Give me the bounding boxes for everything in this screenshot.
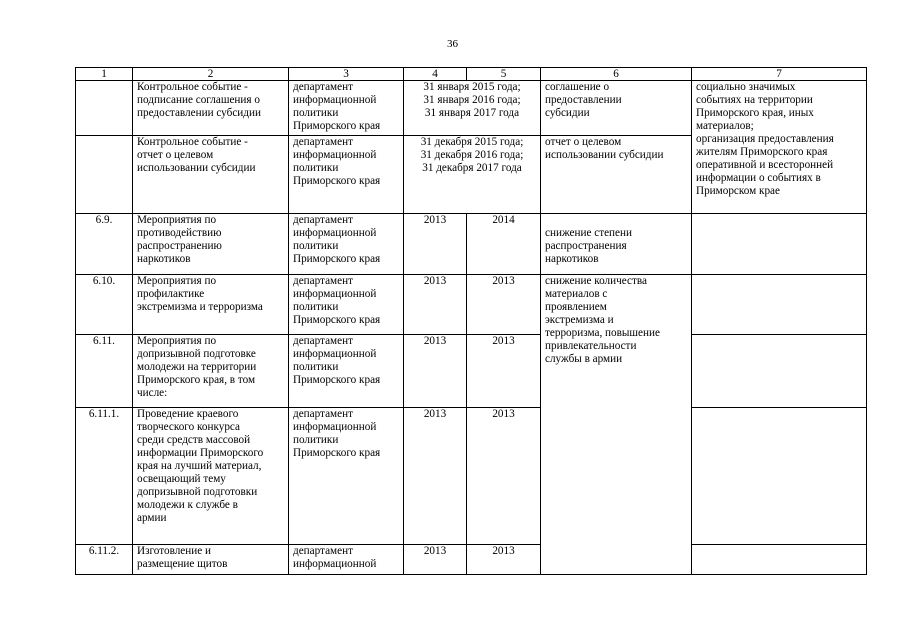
department-cell [289,408,404,545]
date-line: 31 декабря 2015 года; [420,136,524,148]
event-line: Мероприятия по [137,214,217,226]
department-line: Приморского края [293,374,381,386]
department-cell [289,275,404,335]
header-cell: 1 [76,68,133,81]
department-cell [289,136,404,214]
department-line: политики [293,434,339,446]
event-line: допризывной подготовки [137,486,258,498]
dates-cell [404,136,541,214]
effect-line: социально значимых [696,81,796,93]
header-cell: 3 [289,68,404,81]
event-cell [133,81,289,136]
end-year-cell: 2014 [467,214,541,275]
event-line: среди средств массовой [137,434,251,446]
event-line: Изготовление и [137,545,211,557]
department-line: департамент [293,275,353,287]
event-line: края на лучший материал, [137,460,262,472]
department-line: политики [293,240,339,252]
event-line: противодействию [137,227,222,239]
department-line: департамент [293,136,353,148]
end-year-cell: 2013 [467,275,541,335]
event-line: числе: [137,387,168,399]
result-line: снижение количества [545,275,647,287]
event-cell [133,545,289,575]
measures-table [75,67,867,575]
result-line: соглашение о [545,81,610,93]
department-cell [289,214,404,275]
result-line: материалов с [545,288,608,300]
start-year-cell: 2013 [404,275,467,335]
event-line: Мероприятия по [137,335,217,347]
event-line: размещение щитов [137,558,228,570]
header-cell: 7 [692,68,867,81]
department-line: департамент [293,545,353,557]
event-cell [133,214,289,275]
header-cell: 2 [133,68,289,81]
result-line: распространения [545,240,627,252]
event-line: использовании субсидии [137,162,256,174]
date-line: 31 января 2016 года; [423,94,521,106]
effect-line: Приморском крае [696,185,780,197]
event-line: распространению [137,240,222,252]
event-line: экстремизма и терроризма [137,301,263,313]
start-year-cell: 2013 [404,545,467,575]
effect-cell [692,275,867,335]
event-line: профилактике [137,288,205,300]
result-cell [541,81,692,136]
date-line: 31 января 2017 года [424,107,520,119]
department-line: информационной [293,421,377,433]
date-line: 31 декабря 2017 года [422,162,522,174]
end-year-cell: 2013 [467,335,541,408]
department-line: департамент [293,214,353,226]
table-row [76,408,867,545]
event-line: молодежи к службе в [137,499,238,511]
effect-cell [692,81,867,214]
date-line: 31 декабря 2016 года; [420,149,524,161]
event-line: освещающий тему [137,473,226,485]
department-cell [289,81,404,136]
result-line: предоставлении [545,94,622,106]
header-cell: 5 [467,68,541,81]
event-line: молодежи на территории [137,361,257,373]
effect-line: жителям Приморского края [696,146,828,158]
table-row [76,275,867,335]
department-line: департамент [293,335,353,347]
department-line: Приморского края [293,120,381,132]
effect-line: Приморского края, иных [696,107,814,119]
event-line: Контрольное событие - [137,81,248,93]
page-number: 36 [447,38,458,50]
event-cell [133,335,289,408]
effect-line: оперативной и всесторонней [696,159,834,171]
result-cell [541,214,692,275]
effect-line: информации о событиях в [696,172,821,184]
event-cell [133,136,289,214]
result-line: привлекательности [545,340,637,352]
department-line: политики [293,361,339,373]
department-line: информационной [293,227,377,239]
department-line: политики [293,107,339,119]
department-line: Приморского края [293,253,381,265]
header-row [76,68,867,81]
event-line: армии [137,512,167,524]
effect-line: событиях на территории [696,94,813,106]
number-cell: 6.9. [76,214,133,275]
result-line: использовании субсидии [545,149,664,161]
event-cell [133,408,289,545]
event-line: Проведение краевого [137,408,239,420]
result-line: службы в армии [545,353,623,365]
header-cell: 6 [541,68,692,81]
number-cell: 6.11. [76,335,133,408]
start-year-cell: 2013 [404,214,467,275]
department-line: Приморского края [293,175,381,187]
effect-cell [692,545,867,575]
department-line: информационной [293,348,377,360]
department-line: департамент [293,408,353,420]
end-year-cell: 2013 [467,545,541,575]
effect-line: организация предоставления [696,133,834,145]
department-line: департамент [293,81,353,93]
table-row [76,214,867,275]
number-cell [76,81,133,136]
number-cell [76,136,133,214]
start-year-cell: 2013 [404,408,467,545]
table-row [76,81,867,136]
event-cell [133,275,289,335]
result-line: наркотиков [545,253,599,265]
result-line: снижение степени [545,227,632,239]
header-cell: 4 [404,68,467,81]
department-cell [289,545,404,575]
department-line: информационной [293,288,377,300]
dates-cell [404,81,541,136]
result-line: субсидии [545,107,590,119]
result-line: терроризма, повышение [545,327,660,339]
result-cell [541,136,692,214]
result-cell [541,275,692,575]
department-line: информационной [293,94,377,106]
table-row [76,335,867,408]
event-line: отчет о целевом [137,149,214,161]
event-line: Приморского края, в том [137,374,256,386]
end-year-cell: 2013 [467,408,541,545]
department-line: Приморского края [293,447,381,459]
number-cell: 6.11.2. [76,545,133,575]
event-line: Мероприятия по [137,275,217,287]
department-line: политики [293,301,339,313]
event-line: допризывной подготовке [137,348,256,360]
start-year-cell: 2013 [404,335,467,408]
effect-line: материалов; [696,120,754,132]
number-cell: 6.10. [76,275,133,335]
event-line: наркотиков [137,253,191,265]
effect-cell [692,214,867,275]
event-line: информации Приморского [137,447,264,459]
event-line: Контрольное событие - [137,136,248,148]
event-line: творческого конкурса [137,421,240,433]
event-line: подписание соглашения о [137,94,260,106]
result-line: отчет о целевом [545,136,622,148]
number-cell: 6.11.1. [76,408,133,545]
result-line: проявлением [545,301,607,313]
date-line: 31 января 2015 года; [423,81,521,93]
event-line: предоставлении субсидии [137,107,261,119]
department-line: Приморского края [293,314,381,326]
department-line: информационной [293,149,377,161]
result-line: экстремизма и [545,314,614,326]
department-cell [289,335,404,408]
table-row [76,545,867,575]
department-line: политики [293,162,339,174]
effect-cell [692,408,867,545]
effect-cell [692,335,867,408]
department-line: информационной [293,558,377,570]
